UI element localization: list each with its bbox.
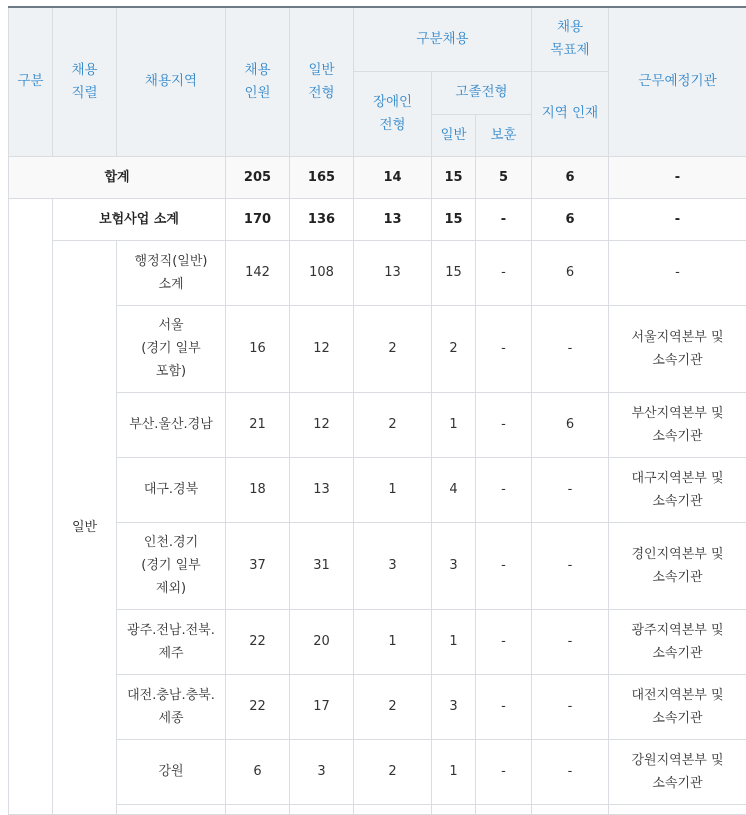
insurance-general: 136 <box>290 198 354 240</box>
local-cell: - <box>532 522 609 609</box>
insurance-local: 6 <box>532 198 609 240</box>
total-hs-protect: 5 <box>476 156 532 198</box>
agency-cell: 서울지역본부 및 소속기관 <box>609 305 746 392</box>
hs-protect-cell: - <box>476 739 532 804</box>
region-cell: 강원 <box>117 739 226 804</box>
region-cell: 서울 (경기 일부 포함) <box>117 305 226 392</box>
hs-general-cell: 1 <box>432 392 476 457</box>
hs-general-cell: 4 <box>432 457 476 522</box>
total-label: 합계 <box>9 156 226 198</box>
category-label: 일반 <box>53 240 117 814</box>
table-row-insurance <box>9 198 746 240</box>
disabled-cell: 13 <box>354 240 432 305</box>
hs-protect-cell: - <box>476 240 532 305</box>
header-target: 채용 목표제 <box>532 7 609 71</box>
general-cell: 17 <box>290 674 354 739</box>
disabled-cell: 2 <box>354 305 432 392</box>
general-cell: 3 <box>290 739 354 804</box>
recruits-cell: 6 <box>226 739 290 804</box>
insurance-hs-protect: - <box>476 198 532 240</box>
agency-cell: 대전지역본부 및 소속기관 <box>609 674 746 739</box>
table-row <box>9 674 746 739</box>
table-row-total <box>9 156 746 198</box>
disabled-cell: 1 <box>354 609 432 674</box>
recruitment-table <box>8 6 746 815</box>
general-cell: 13 <box>290 457 354 522</box>
general-cell: 12 <box>290 305 354 392</box>
header-region: 채용지역 <box>117 7 226 156</box>
general-cell: 31 <box>290 522 354 609</box>
agency-cell: 경인지역본부 및 소속기관 <box>609 522 746 609</box>
header-general: 일반 전형 <box>290 7 354 156</box>
header-gubun: 구분 <box>9 7 53 156</box>
header-highschool: 고졸전형 <box>432 71 532 114</box>
total-hs-general: 15 <box>432 156 476 198</box>
local-cell: - <box>532 739 609 804</box>
hs-protect-cell: - <box>476 457 532 522</box>
agency-cell: 부산지역본부 및 소속기관 <box>609 392 746 457</box>
header-recruits: 채용 인원 <box>226 7 290 156</box>
insurance-hs-general: 15 <box>432 198 476 240</box>
table-row <box>9 522 746 609</box>
general-cell: 20 <box>290 609 354 674</box>
recruits-cell: 22 <box>226 609 290 674</box>
total-general: 165 <box>290 156 354 198</box>
table-row <box>9 305 746 392</box>
insurance-label: 보험사업 소계 <box>53 198 226 240</box>
hs-general-cell: 1 <box>432 609 476 674</box>
agency-cell: 광주지역본부 및 소속기관 <box>609 609 746 674</box>
insurance-disabled: 13 <box>354 198 432 240</box>
local-cell: - <box>532 457 609 522</box>
recruits-cell: 142 <box>226 240 290 305</box>
table-row <box>9 392 746 457</box>
hs-protect-cell: - <box>476 522 532 609</box>
agency-cell: 대구지역본부 및 소속기관 <box>609 457 746 522</box>
header-jikryeol: 채용 직렬 <box>53 7 117 156</box>
total-agency: - <box>609 156 746 198</box>
recruits-cell: 37 <box>226 522 290 609</box>
recruits-cell: 18 <box>226 457 290 522</box>
local-cell: 6 <box>532 240 609 305</box>
table-row <box>9 240 746 305</box>
hs-protect-cell: - <box>476 609 532 674</box>
header-hs-general: 일반 <box>432 114 476 156</box>
recruits-cell: 22 <box>226 674 290 739</box>
agency-cell: 강원지역본부 및 소속기관 <box>609 739 746 804</box>
general-cell: 108 <box>290 240 354 305</box>
disabled-cell: 2 <box>354 674 432 739</box>
header-local-talent: 지역 인재 <box>532 71 609 156</box>
insurance-recruits: 170 <box>226 198 290 240</box>
region-cell: 인천.경기 (경기 일부 제외) <box>117 522 226 609</box>
hs-general-cell: 3 <box>432 522 476 609</box>
table-body <box>9 156 746 814</box>
hs-protect-cell: - <box>476 392 532 457</box>
header-hs-protect: 보훈 <box>476 114 532 156</box>
general-cell: 12 <box>290 392 354 457</box>
table-row <box>9 457 746 522</box>
local-cell: 6 <box>532 392 609 457</box>
header-category-hire: 구분채용 <box>354 7 532 71</box>
region-cell: 행정직(일반) 소계 <box>117 240 226 305</box>
table-header <box>9 7 746 156</box>
agency-cell: - <box>609 240 746 305</box>
total-disabled: 14 <box>354 156 432 198</box>
table-row <box>9 739 746 804</box>
header-agency: 근무예정기관 <box>609 7 746 156</box>
insurance-agency: - <box>609 198 746 240</box>
local-cell: - <box>532 305 609 392</box>
table-row <box>9 609 746 674</box>
hs-general-cell: 15 <box>432 240 476 305</box>
region-cell: 부산.울산.경남 <box>117 392 226 457</box>
local-cell: - <box>532 674 609 739</box>
disabled-cell: 2 <box>354 392 432 457</box>
region-cell: 대전.충남.충북. 세종 <box>117 674 226 739</box>
region-cell: 대구.경북 <box>117 457 226 522</box>
hs-general-cell: 3 <box>432 674 476 739</box>
hs-protect-cell: - <box>476 674 532 739</box>
header-disabled: 장애인 전형 <box>354 71 432 156</box>
gubun-cell <box>9 198 53 814</box>
total-recruits: 205 <box>226 156 290 198</box>
total-local: 6 <box>532 156 609 198</box>
disabled-cell: 1 <box>354 457 432 522</box>
hs-general-cell: 2 <box>432 305 476 392</box>
recruits-cell: 21 <box>226 392 290 457</box>
disabled-cell: 2 <box>354 739 432 804</box>
recruits-cell: 16 <box>226 305 290 392</box>
hs-general-cell: 1 <box>432 739 476 804</box>
local-cell: - <box>532 609 609 674</box>
disabled-cell: 3 <box>354 522 432 609</box>
region-cell: 광주.전남.전북. 제주 <box>117 609 226 674</box>
hs-protect-cell: - <box>476 305 532 392</box>
